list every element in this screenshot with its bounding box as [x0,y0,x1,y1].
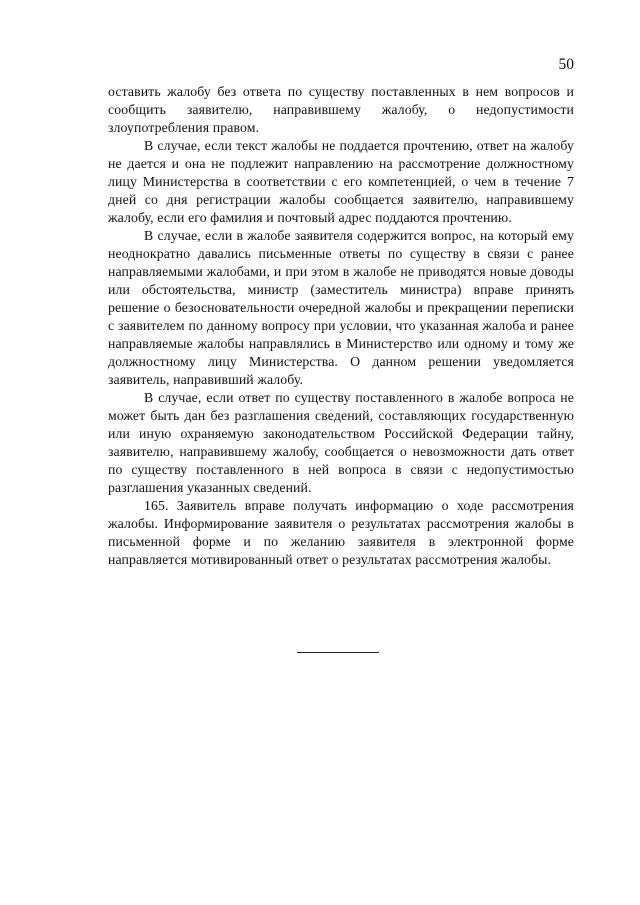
paragraph-unreadable-complaint: В случае, если текст жалобы не поддается прочтению, ответ на жалобу не дается и она не подлежит направлению на рассмотрение должностному лицу Министерства в соответствии с его компетенцией, о чем в течение 7 дней со дня регистрации жалобы сообщается заявителю, направившему жалобу, если его фамилия и почтовый адрес поддаются прочтению. [108,138,574,225]
paragraph-repeated-question: В случае, если в жалобе заявителя содержится вопрос, на который ему неоднократно давались письменные ответы по существу в связи с ранее направляемыми жалобами, и при этом в жалобе не приводятся новые доводы или обстоятельства, министр (заместитель министра) вправе принять решение о безосновательности очередной жалобы и прекращении переписки с заявителем по данному вопросу при условии, что указанная жалоба и ранее направляемые жалобы направлялись в Министерство или одному и тому же должностному лицу Министерства. О данном решении уведомляется заявитель, направивший жалобу. [108,228,574,387]
paragraph-continuation: оставить жалобу без ответа по существу поставленных в нем вопросов и сообщить заявителю, направившему жалобу, о недопустимости злоупотребления правом. [108,84,574,135]
page-number: 50 [558,56,574,73]
end-of-text-rule [297,652,379,653]
paragraph-state-secret: В случае, если ответ по существу поставленного в жалобе вопроса не может быть дан без разглашения сведений, составляющих государственную или иную охраняемую законодательством Российской Федерации тайну, заявителю, направившему жалобу, сообщается о невозможности дать ответ по существу поставленного в ней вопроса в связи с недопустимостью разглашения указанных сведений. [108,390,574,495]
document-body [108,83,574,569]
paragraph-item-165: 165. Заявитель вправе получать информацию о ходе рассмотрения жалобы. Информирование заявителя о результатах рассмотрения жалобы в письменной форме и по желанию заявителя в электронной форме направляется мотивированный ответ о результатах рассмотрения жалобы. [108,498,574,567]
